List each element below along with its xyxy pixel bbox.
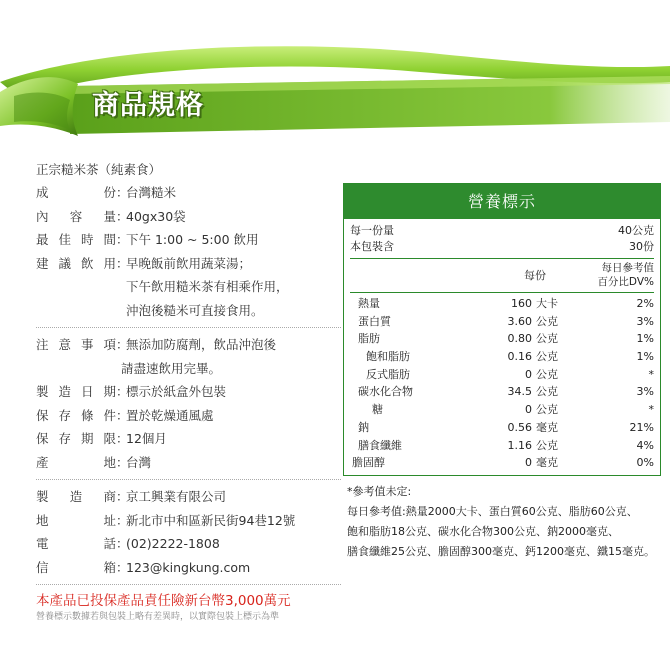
spec-row-shelf-life: [36, 427, 341, 451]
nutrient-name: 反式脂肪: [366, 367, 410, 381]
spec-value: 新北市中和區新民街94巷12號: [126, 512, 296, 528]
spec-value: 無添加防腐劑，飲品沖泡後: [126, 337, 277, 352]
nutrition-column-header: [350, 259, 654, 293]
nutrient-name: 鈉: [358, 420, 369, 434]
nutrient-unit: 公克: [536, 403, 558, 417]
spec-value: 12個月: [126, 431, 167, 446]
serving-size-label: 每一份量: [350, 224, 394, 237]
nutrient-daily-value: 3%: [636, 314, 654, 328]
nutrient-amount: 0.56: [507, 420, 532, 434]
spec-label: 保存條件: [36, 407, 116, 423]
spec-value: 標示於紙盒外包裝: [126, 384, 227, 399]
section-divider: [36, 584, 341, 585]
section-divider: [36, 479, 341, 480]
nutrition-row: [350, 401, 654, 419]
spec-separator: ：: [116, 536, 129, 551]
serving-info: [350, 219, 654, 259]
servings-per-package-label: 本包裝含: [350, 240, 394, 253]
spec-label: 產地: [36, 454, 116, 470]
reference-line: 飽和脂肪18公克、碳水化合物300公克、鈉2000毫克、: [347, 525, 619, 538]
nutrient-name: 糖: [372, 403, 383, 417]
reference-line: 膳食纖維25公克、膽固醇300毫克、鈣1200毫克、鐵15毫克。: [347, 545, 655, 558]
spec-row-notice-cont: [36, 357, 341, 381]
spec-value: 早晚飯前飲用蔬菜湯；: [126, 255, 252, 271]
spec-separator: ：: [116, 454, 129, 470]
spec-value-continued: 請盡速飲用完畢。: [121, 360, 222, 376]
nutrient-name: 蛋白質: [358, 314, 391, 328]
nutrient-amount: 1.16: [507, 438, 532, 452]
nutrition-row: [350, 419, 654, 437]
spec-separator: ：: [116, 208, 129, 224]
spec-label: 電話: [36, 536, 116, 551]
daily-value-header-line2: 百分比DV%: [597, 276, 654, 288]
spec-value: (02)2222-1808: [126, 536, 220, 551]
section-divider: [36, 327, 341, 328]
spec-row-suggestion-cont: [36, 275, 341, 299]
nutrient-amount: 0.16: [507, 350, 532, 364]
spec-label: 成份: [36, 185, 116, 200]
nutrient-daily-value: 21%: [629, 420, 654, 434]
spec-label: 信箱: [36, 559, 116, 575]
spec-label: 製造商: [36, 489, 116, 504]
spec-separator: ：: [116, 512, 129, 528]
nutrition-facts-panel: [343, 183, 661, 476]
page-title: 商品規格: [92, 90, 204, 121]
nutrient-name: 膽固醇: [352, 456, 385, 470]
nutrient-daily-value: 2%: [636, 297, 654, 310]
nutrition-row: [350, 437, 654, 455]
spec-row-phone: [36, 532, 341, 556]
nutrient-unit: 公克: [536, 367, 558, 381]
nutrient-name: 碳水化合物: [358, 385, 413, 399]
spec-row-notice: [36, 333, 341, 357]
nutrient-daily-value: *: [648, 403, 654, 417]
spec-row-address: [36, 509, 341, 533]
spec-label: 保存期限: [36, 431, 116, 446]
nutrient-unit: 毫克: [536, 420, 558, 434]
nutrient-amount: 0.80: [507, 332, 532, 346]
nutrient-unit: 毫克: [536, 456, 558, 470]
nutrient-daily-value: 4%: [636, 438, 654, 452]
spec-value-continued: 下午飲用糙米茶有相乘作用，: [126, 279, 289, 294]
spec-label: 地址: [36, 512, 116, 528]
insurance-note: 本產品已投保產品責任險新台幣3,000萬元: [36, 593, 291, 609]
nutrient-unit: 公克: [536, 350, 558, 364]
spec-separator: ：: [116, 384, 129, 399]
nutrient-unit: 大卡: [536, 297, 558, 310]
spec-label: 最佳時間: [36, 232, 116, 247]
spec-row-best-time: [36, 228, 341, 252]
nutrient-amount: 0: [525, 367, 532, 381]
nutrient-amount: 34.5: [507, 385, 532, 399]
nutrition-row: [350, 383, 654, 401]
nutrition-rows: [350, 293, 654, 472]
servings-per-package-value: 30份: [629, 240, 654, 253]
spec-separator: ：: [116, 232, 129, 247]
nutrition-row: [350, 295, 654, 313]
spec-value: 40gx30袋: [126, 208, 186, 224]
spec-label: 內容量: [36, 208, 116, 224]
spec-row-ingredients: [36, 181, 341, 205]
nutrition-row: [350, 313, 654, 331]
nutrient-unit: 公克: [536, 314, 558, 328]
spec-separator: ：: [116, 337, 129, 352]
nutrition-title: 營養標示: [344, 184, 660, 219]
green-ribbon-graphic: [0, 0, 670, 150]
reference-line: 每日參考值:熱量2000大卡、蛋白質60公克、脂肪60公克、: [347, 505, 638, 518]
daily-value-header-line1: 每日參考值: [601, 262, 654, 274]
spec-value: 下午 1:00 ~ 5:00 飲用: [126, 232, 259, 247]
spec-row-content: [36, 205, 341, 229]
nutrient-amount: 0: [525, 403, 532, 417]
spec-separator: ：: [116, 489, 129, 504]
per-serving-header: 每份: [524, 269, 546, 282]
nutrient-daily-value: *: [648, 367, 654, 381]
spec-row-origin: [36, 451, 341, 475]
spec-separator: ：: [116, 559, 129, 575]
nutrition-row: [350, 454, 654, 472]
spec-separator: ：: [116, 255, 129, 271]
nutrient-name: 脂肪: [358, 332, 380, 346]
reference-values: [347, 482, 667, 562]
nutrient-unit: 公克: [536, 438, 558, 452]
spec-row-suggestion: [36, 252, 341, 276]
disclaimer-note: 營養標示數據若與包裝上略有差異時，以實際包裝上標示為準: [36, 612, 280, 622]
spec-label: 注意事項: [36, 337, 116, 352]
nutrient-unit: 公克: [536, 385, 558, 399]
nutrient-amount: 0: [525, 456, 532, 470]
spec-value-continued: 沖泡後糙米可直接食用。: [126, 302, 264, 318]
nutrient-daily-value: 0%: [636, 456, 654, 470]
nutrient-name: 熱量: [358, 297, 380, 310]
nutrition-row: [350, 348, 654, 366]
nutrient-daily-value: 1%: [636, 332, 654, 346]
nutrient-name: 膳食纖維: [358, 438, 402, 452]
spec-row-mfg-date: [36, 380, 341, 404]
nutrient-name: 飽和脂肪: [366, 350, 410, 364]
spec-value: 123@kingkung.com: [126, 559, 251, 575]
spec-row-storage: [36, 404, 341, 428]
spec-row-email: [36, 556, 341, 580]
nutrition-row: [350, 330, 654, 348]
spec-row-manufacturer: [36, 485, 341, 509]
nutrient-daily-value: 3%: [636, 385, 654, 399]
spec-value: 台灣糙米: [126, 185, 177, 200]
serving-size-value: 40公克: [618, 224, 654, 237]
daily-value-header: [550, 261, 654, 292]
spec-value: 台灣: [126, 454, 152, 470]
product-name: 正宗糙米茶（純素食）: [36, 162, 162, 177]
spec-value: 置於乾燥通風處: [126, 407, 214, 423]
spec-row-suggestion-cont: [36, 299, 341, 323]
reference-title: *參考值未定:: [347, 485, 412, 498]
spec-label: 製造日期: [36, 384, 116, 399]
nutrient-unit: 公克: [536, 332, 558, 346]
nutrient-amount: 3.60: [507, 314, 532, 328]
spec-separator: ：: [116, 407, 129, 423]
nutrient-amount: 160: [511, 297, 532, 310]
spec-separator: ：: [116, 431, 129, 446]
spec-separator: ：: [116, 185, 129, 200]
spec-value: 京工興業有限公司: [126, 489, 227, 504]
nutrient-daily-value: 1%: [636, 350, 654, 364]
nutrition-row: [350, 366, 654, 384]
spec-label: 建議飲用: [36, 255, 116, 271]
product-specs: [36, 158, 341, 590]
header-banner: [0, 0, 670, 150]
